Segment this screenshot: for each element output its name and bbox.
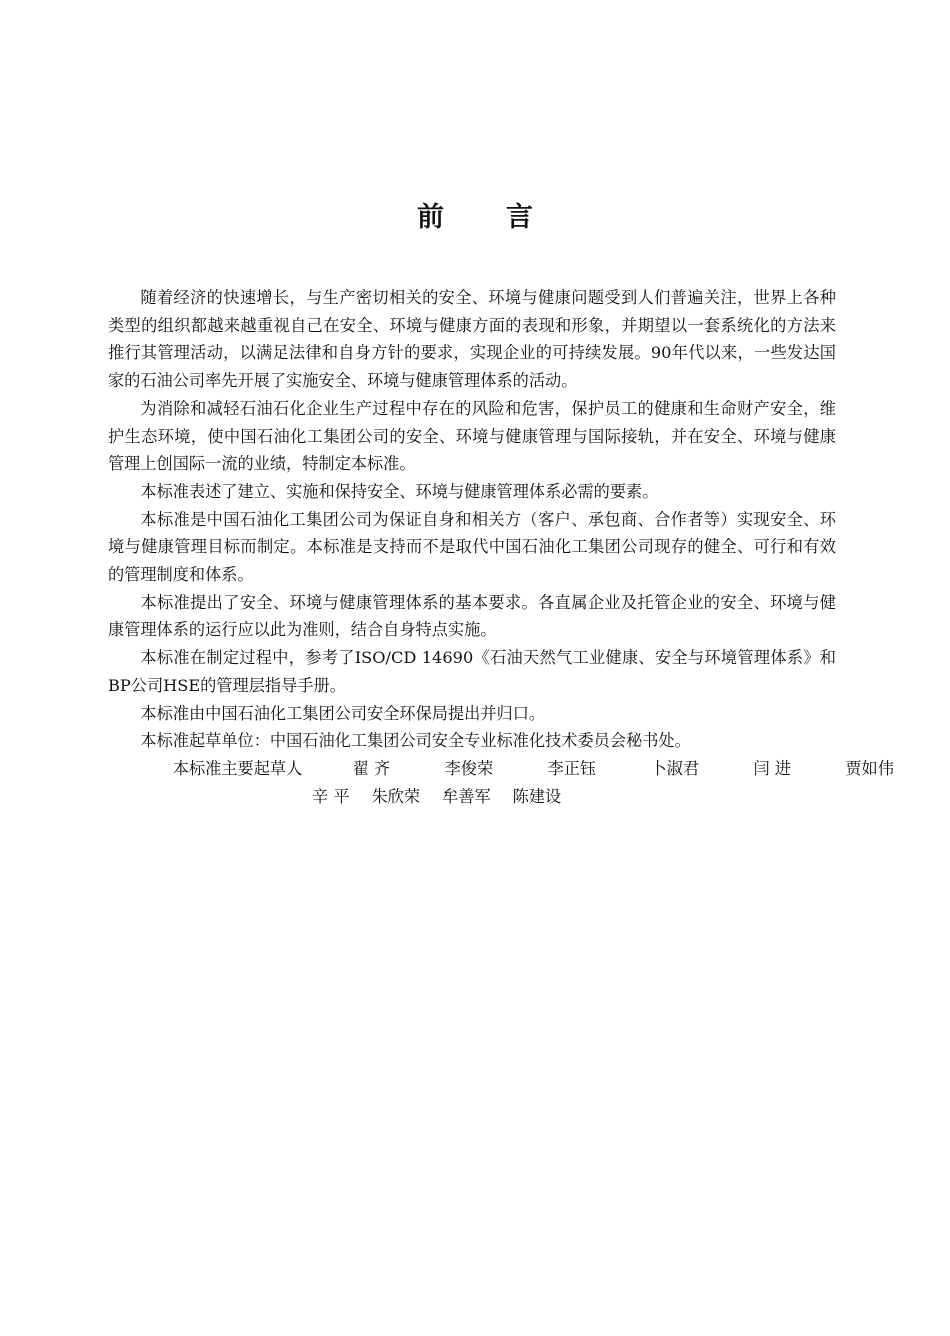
drafters-label: 本标准主要起草人 bbox=[172, 758, 303, 778]
drafter-name: 翟 齐 bbox=[352, 758, 391, 778]
drafter-name: 朱欣荣 bbox=[371, 786, 421, 806]
paragraph-4: 本标准是中国石油化工集团公司为保证自身和相关方（客户、承包商、合作者等）实现安全、环境与健康管理目标而制定。本标准是支持而不是取代中国石油化工集团公司现存的健全、可行和有效的管理制度和体系。 bbox=[108, 509, 836, 585]
paragraph-3: 本标准表述了建立、实施和保持安全、环境与健康管理体系必需的要素。 bbox=[140, 481, 659, 501]
drafter-name: 卜淑君 bbox=[650, 758, 700, 778]
paragraph-2: 为消除和减轻石油石化企业生产过程中存在的风险和危害，保护员工的健康和生命财产安全，维护生态环境，使中国石油化工集团公司的安全、环境与健康管理与国际接轨，并在安全、环境与健康管理上创国际一流的业绩，特制定本标准。 bbox=[108, 398, 836, 474]
paragraph-1: 随着经济的快速增长，与生产密切相关的安全、环境与健康问题受到人们普遍关注，世界上各种类型的组织都越来越重视自己在安全、环境与健康方面的表现和形象，并期望以一套系统化的方法来推行其管理活动，以满足法律和自身方针的要求，实现企业的可持续发展。90年代以来，一些发达国家的石油公司率先开展了实施安全、环境与健康管理体系的活动。 bbox=[108, 288, 836, 391]
drafter-name: 闫 进 bbox=[753, 758, 791, 778]
drafter-name: 李正钰 bbox=[547, 758, 597, 778]
drafter-name: 李俊荣 bbox=[444, 758, 494, 778]
paragraph-8: 本标准起草单位：中国石油化工集团公司安全专业标准化技术委员会秘书处。 bbox=[140, 731, 691, 751]
paragraph-6: 本标准在制定过程中，参考了ISO/CD 14690《石油天然气工业健康、安全与环境管理体系》和BP公司HSE的管理层指导手册。 bbox=[108, 648, 836, 695]
drafter-name: 辛 平 bbox=[312, 786, 350, 806]
document-body bbox=[108, 284, 894, 810]
paragraph-7: 本标准由中国石油化工集团公司安全环保局提出并归口。 bbox=[140, 703, 546, 723]
page-title: 前言 bbox=[417, 202, 595, 233]
drafters-line-1 bbox=[108, 755, 894, 783]
drafter-name: 贾如伟 bbox=[845, 758, 894, 778]
drafter-name: 陈建设 bbox=[512, 786, 562, 806]
drafter-name: 牟善军 bbox=[442, 786, 491, 806]
paragraph-5: 本标准提出了安全、环境与健康管理体系的基本要求。各直属企业及托管企业的安全、环境与健康管理体系的运行应以此为准则，结合自身特点实施。 bbox=[108, 592, 836, 640]
drafters-line-2 bbox=[108, 783, 836, 811]
